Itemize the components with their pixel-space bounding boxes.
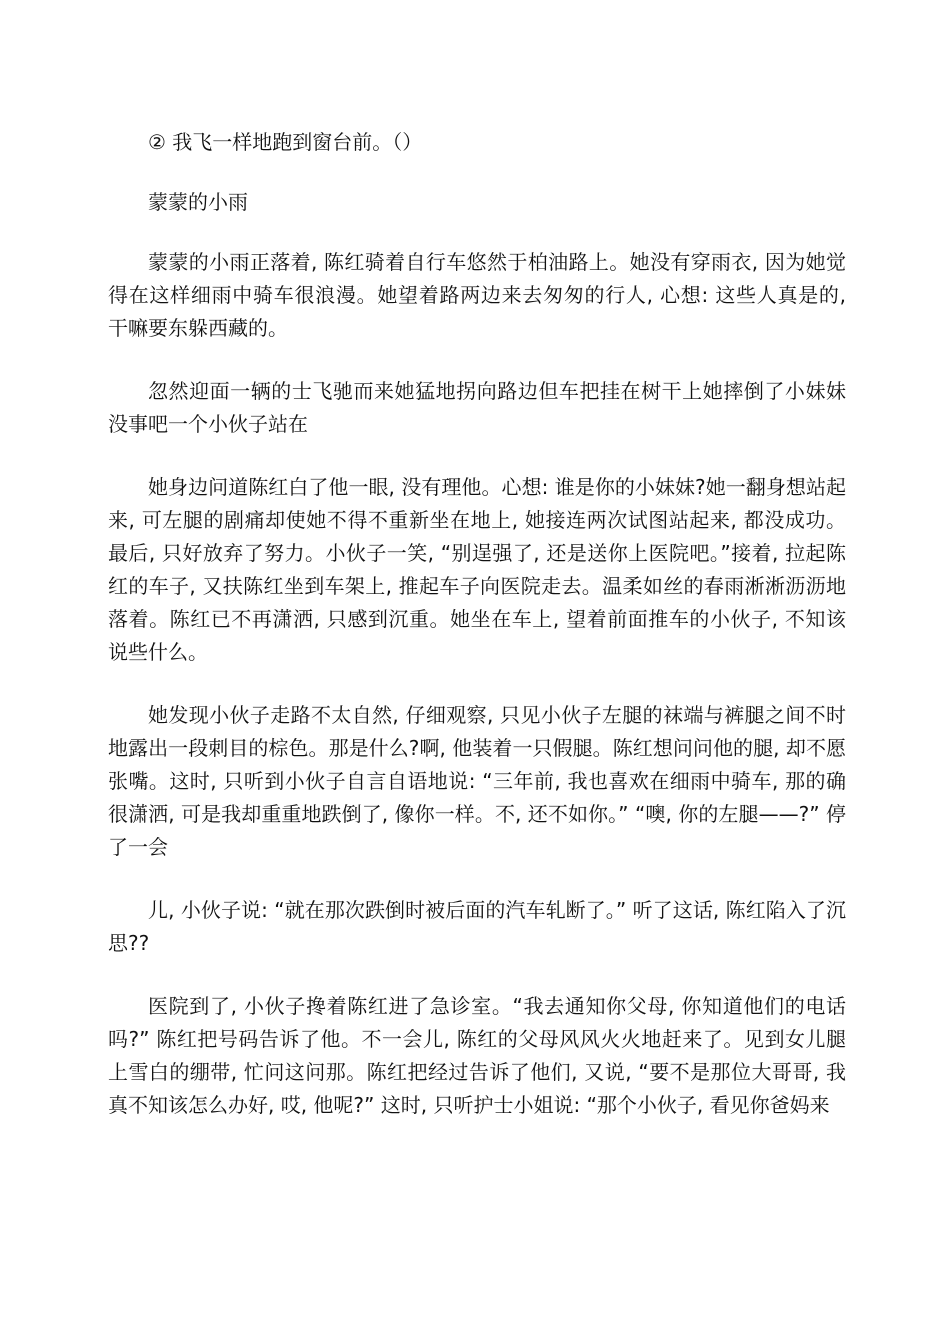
passage-paragraph-3: 她身边问道陈红白了他一眼, 没有理他。心想: 谁是你的小妹妹?她一翻身想站起来, 可左腿的剧痛却使她不得不重新坐在地上, 她接连两次试图站起来, 都没成功。最后, 只好放弃了努力。小伙子一笑, “别逞强了, 还是送你上医院吧。”接着, 拉起陈红的车子, 又扶陈红坐到车架上, 推起车子向医院走去。温柔如丝的春雨淅淅沥沥地落着。陈红已不再潇洒, 只感到沉重。她坐在车上, 望着前面推车的小伙子, 不知该说些什么。 [108, 475, 846, 664]
passage-paragraph-2: 忽然迎面一辆的士飞驰而来她猛地拐向路边但车把挂在树干上她摔倒了小妹妹没事吧一个小伙子站在 [108, 379, 846, 436]
passage-title: 蒙蒙的小雨 [148, 190, 248, 214]
passage-paragraph-1: 蒙蒙的小雨正落着, 陈红骑着自行车悠然于柏油路上。她没有穿雨衣, 因为她觉得在这样细雨中骑车很浪漫。她望着路两边来去匆匆的行人, 心想: 这些人真是的, 干嘛要东躲西藏的。 [108, 250, 846, 340]
question-item: ② 我飞一样地跑到窗台前。（） [148, 130, 423, 154]
document-body [108, 126, 846, 1152]
passage-paragraph-5: 儿, 小伙子说: “就在那次跌倒时被后面的汽车轧断了。” 听了这话, 陈红陷入了沉思?? [108, 898, 846, 955]
passage-paragraph-4: 她发现小伙子走路不太自然, 仔细观察, 只见小伙子左腿的袜端与裤腿之间不时地露出一段刺目的棕色。那是什么?啊, 他装着一只假腿。陈红想问问他的腿, 却不愿张嘴。这时, 只听到小伙子自言自语地说: “三年前, 我也喜欢在细雨中骑车, 那的确很潇洒, 可是我却重重地跌倒了, 像你一样。不, 还不如你。” “噢, 你的左腿——?” 停了一会 [108, 703, 846, 859]
passage-paragraph-6: 医院到了, 小伙子搀着陈红进了急诊室。“我去通知你父母, 你知道他们的电话吗?” 陈红把号码告诉了他。不一会儿, 陈红的父母风风火火地赶来了。见到女儿腿上雪白的绷带, 忙问这问那。陈红把经过告诉了他们, 又说, “要不是那位大哥哥, 我真不知该怎么办好, 哎, 他呢?” 这时, 只听护士小姐说: “那个小伙子, 看见你爸妈来 [108, 994, 846, 1117]
